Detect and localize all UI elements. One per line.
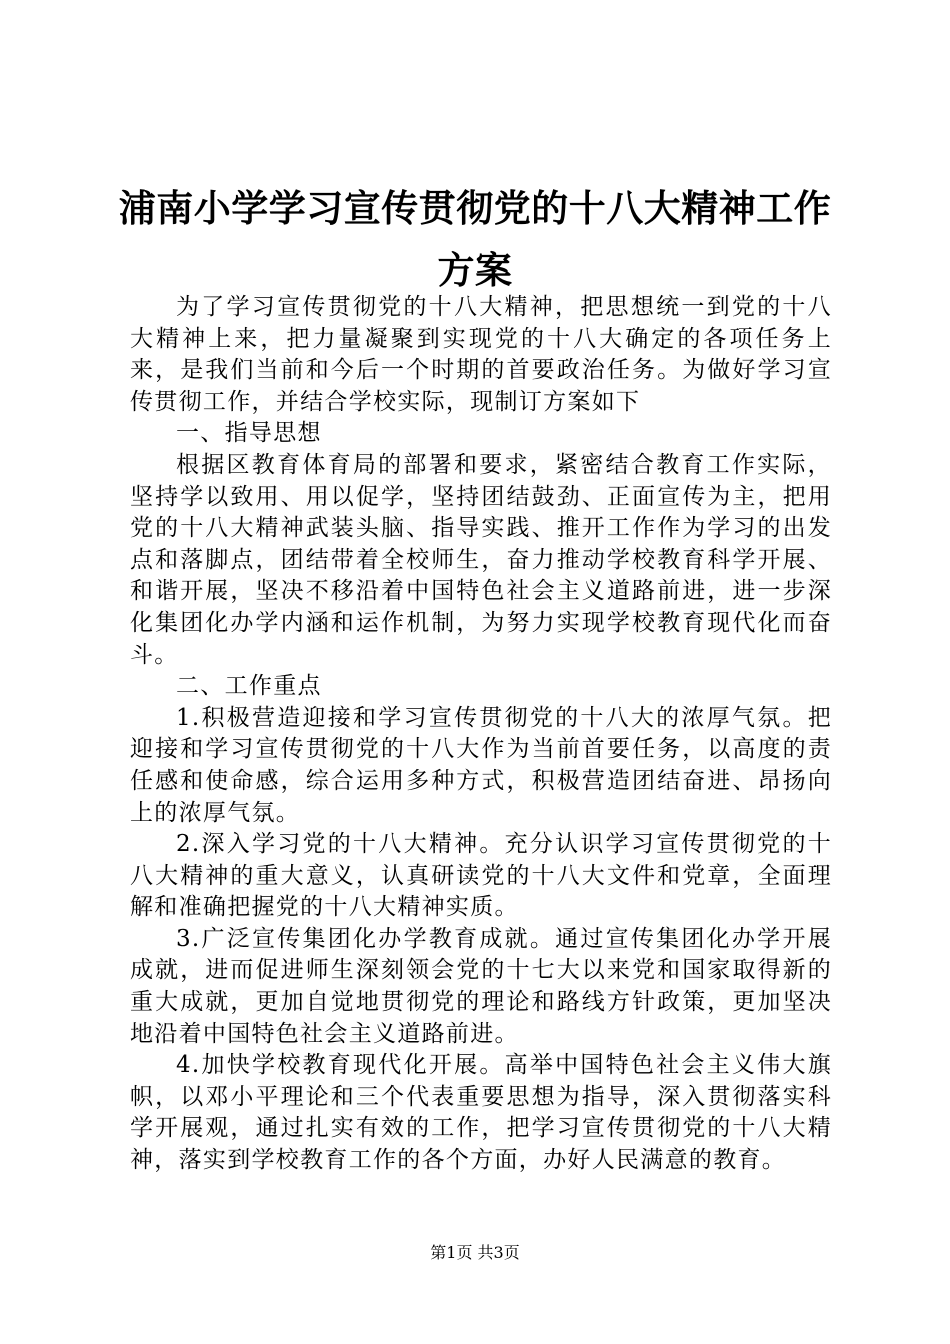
section-heading-guiding-ideology: 一、指导思想 [176, 420, 322, 447]
document-title: 浦南小学学习宣传贯彻党的十八大精神工作方案 [118, 187, 832, 292]
document-body [130, 292, 832, 1177]
work-focus-item-1: 1.积极营造迎接和学习宣传贯彻党的十八大的浓厚气氛。把迎接和学习宣传贯彻党的十八大作为当前首要任务，以高度的责任感和使命感，综合运用多种方式，积极营造团结奋进、昂扬向上的浓厚气氛。 [130, 704, 832, 826]
intro-paragraph: 为了学习宣传贯彻党的十八大精神，把思想统一到党的十八大精神上来，把力量凝聚到实现党的十八大确定的各项任务上来，是我们当前和今后一个时期的首要政治任务。为做好学习宣传贯彻工作，并结合学校实际，现制订方案如下 [130, 294, 832, 415]
work-focus-item-4: 4.加快学校教育现代化开展。高举中国特色社会主义伟大旗帜，以邓小平理论和三个代表重要思想为指导，深入贯彻落实科学开展观，通过扎实有效的工作，把学习宣传贯彻党的十八大精神，落实到学校教育工作的各个方面，办好人民满意的教育。 [130, 1052, 832, 1174]
work-focus-item-3: 3.广泛宣传集团化办学教育成就。通过宣传集团化办学开展成就，进而促进师生深刻领会党的十七大以来党和国家取得新的重大成就，更加自觉地贯彻党的理论和路线方针政策，更加坚决地沿着中国特色社会主义道路前进。 [130, 925, 832, 1047]
guiding-ideology-paragraph: 根据区教育体育局的部署和要求，紧密结合教育工作实际，坚持学以致用、用以促学，坚持团结鼓劲、正面宣传为主，把用党的十八大精神武装头脑、指导实践、推开工作作为学习的出发点和落脚点，团结带着全校师生，奋力推动学校教育科学开展、和谐开展，坚决不移沿着中国特色社会主义道路前进，进一步深化集团化办学内涵和运作机制，为努力实现学校教育现代化而奋斗。 [130, 451, 832, 668]
section-heading-work-focus: 二、工作重点 [176, 673, 322, 700]
page-footer: 第1页 共3页 [430, 1243, 520, 1262]
work-focus-item-2: 2.深入学习党的十八大精神。充分认识学习宣传贯彻党的十八大精神的重大意义，认真研读党的十八大文件和党章，全面理解和准确把握党的十八大精神实质。 [130, 831, 832, 921]
